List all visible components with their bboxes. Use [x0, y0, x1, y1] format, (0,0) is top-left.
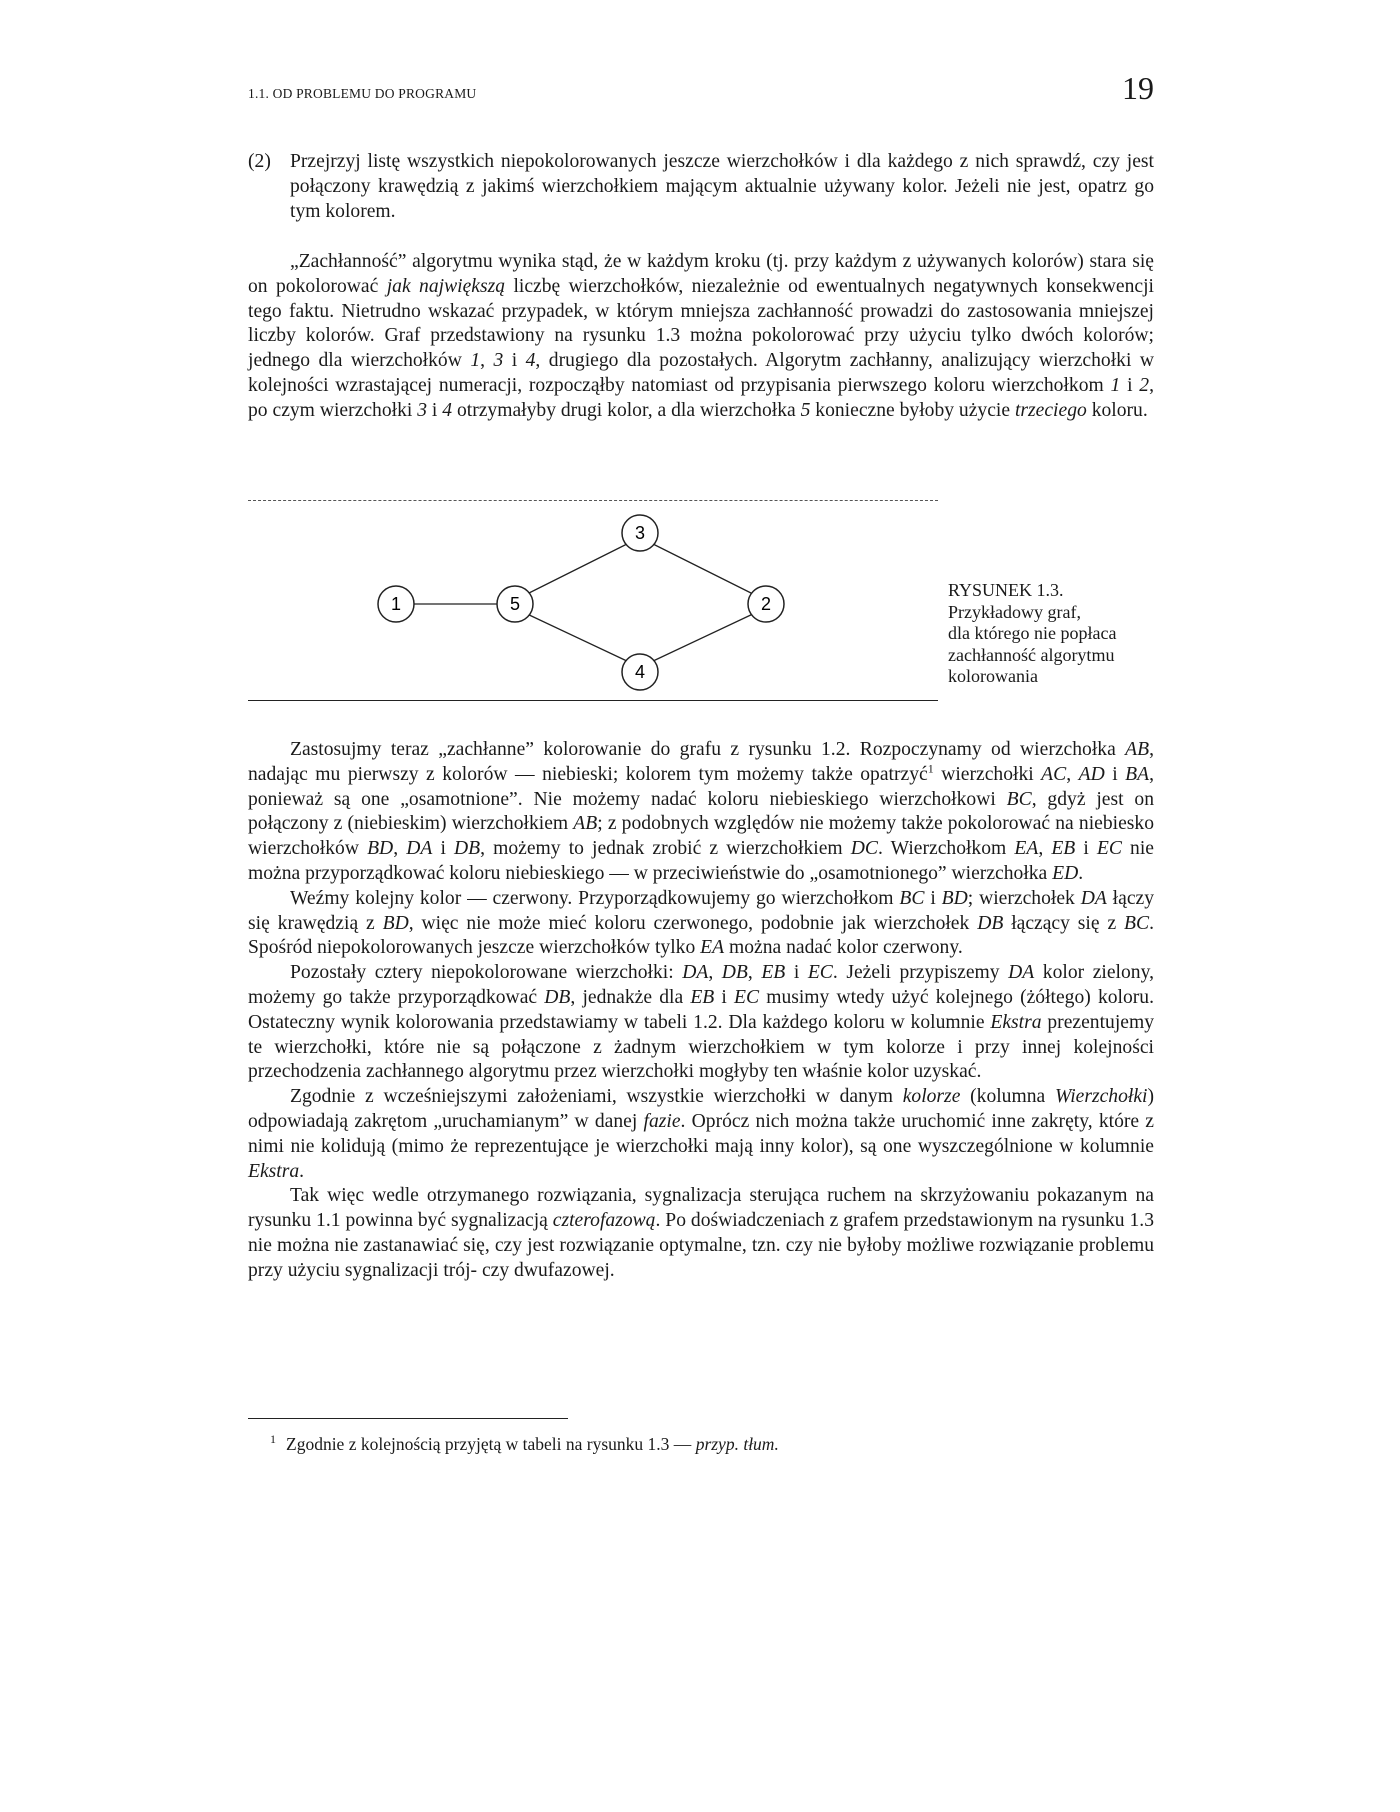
- step-2-text: Przejrzyj listę wszystkich niepokolorowanych jeszcze wierzchołków i dla każdego z nich sprawdź, czy jest połączony krawędzią z jakimś wierzchołkiem mającym aktualnie używany kolor. Jeżeli nie jest, opatrz go tym kolorem.: [290, 151, 1154, 222]
- footnote: [248, 1428, 779, 1455]
- caption-line: zachłanność algorytmu: [948, 644, 1115, 665]
- svg-text:1: 1: [390, 594, 402, 614]
- step-2-block: [248, 150, 1154, 224]
- node-5: [497, 586, 533, 622]
- edge-4-2: [651, 613, 755, 662]
- footnote-rule: [248, 1418, 568, 1419]
- paragraph-4: Pozostały cztery niepokolorowane wierzchołki: DA, DB, EB i EC. Jeżeli przypiszemy DA kolor zielony, możemy go także przyporządkować DB, jednakże dla EB i EC musimy wtedy użyć kolejnego (żółtego) koloru. Ostateczny wynik kolorowania przedstawiamy w tabeli 1.2. Dla każdego koloru w kolumnie Ekstra prezentujemy te wierzchołki, które nie są połączone z żadnym wierzchołkiem w tym kolorze i przy innej kolejności przechodzenia zachłannego algorytmu przez wierzchołki mogłyby ten właśnie kolor uzyskać.: [248, 962, 1155, 1083]
- node-2: [748, 586, 784, 622]
- caption-line: dla którego nie popłaca: [948, 623, 1117, 644]
- svg-text:2: 2: [760, 594, 772, 614]
- svg-text:5: 5: [509, 594, 521, 614]
- node-4: [622, 654, 658, 690]
- figure-top-rule: [248, 500, 938, 501]
- svg-text:3: 3: [634, 523, 646, 543]
- step-2-number: (2): [248, 151, 271, 172]
- figure-caption: [948, 580, 1116, 688]
- edge-5-3: [525, 543, 629, 595]
- paragraph-3: Weźmy kolejny kolor — czerwony. Przyporządkowujemy go wierzchołkom BC i BD; wierzchołek DA łączy się krawędzią z BD, więc nie może mieć koloru czerwonego, podobnie jak wierzchołek DB łączący się z BC. Spośród niepokolorowanych jeszcze wierzchołków tylko EA można nadać kolor czerwony.: [248, 887, 1155, 959]
- svg-text:4: 4: [634, 662, 646, 682]
- footnote-text: Zgodnie z kolejnością przyjętą w tabeli na rysunku 1.3 —: [286, 1433, 696, 1454]
- footnote-note: przyp. tłum.: [695, 1433, 779, 1454]
- graph-figure: [370, 508, 810, 698]
- paragraph-1: „Zachłanność” algorytmu wynika stąd, że w każdym kroku (tj. przy każdym z używanych kolorów) stara się on pokolorować jak największą liczbę wierzchołków, niezależnie od ewentualnych negatywnych konsekwencji tego faktu. Nietrudno wskazać przypadek, w którym mniejsza zachłanność prowadzi do zastosowania mniejszej liczby kolorów. Graf przedstawiony na rysunku 1.3 można pokolorować przy użyciu tylko dwóch kolorów; jednego dla wierzchołków 1, 3 i 4, drugiego dla pozostałych. Algorytm zachłanny, analizujący wierzchołki w kolejności wzrastającej numeracji, rozpocząłby natomiast od przypisania pierwszego koloru wierzchołkom 1 i 2, po czym wierzchołki 3 i 4 otrzymałyby drugi kolor, a dla wierzchołka 5 konieczne byłoby użycie trzeciego koloru.: [248, 251, 1155, 421]
- node-3: [622, 515, 658, 551]
- figure-bottom-rule: [248, 700, 938, 701]
- paragraph-6: Tak więc wedle otrzymanego rozwiązania, sygnalizacja sterująca ruchem na skrzyżowaniu pokazanym na rysunku 1.1 powinna być sygnalizacją czterofazową. Po doświadczeniach z grafem przedstawionym na rysunku 1.3 nie można nie zastanawiać się, czy jest rozwiązanie optymalne, tzn. czy nie byłoby możliwe rozwiązanie problemu przy użyciu sygnalizacji trój- czy dwufazowej.: [248, 1185, 1154, 1281]
- paragraph-2: Zastosujmy teraz „zachłanne” kolorowanie do grafu z rysunku 1.2. Rozpoczynamy od wierzchołka AB, nadając mu pierwszy z kolorów — niebieski; kolorem tym możemy także opatrzyć$^1$ wierzchołki AC, AD i BA, ponieważ są one „osamotnione”. Nie możemy nadać koloru niebieskiego wierzchołkowi BC, gdyż jest on połączony z (niebieskim) wierzchołkiem AB; z podobnych względów nie możemy także pokolorować na niebiesko wierzchołków BD, DA i DB, możemy to jednak zrobić z wierzchołkiem DC. Wierzchołkom EA, EB i EC nie można przyporządkować koloru niebieskiego — w przeciwieństwie do „osamotnionego” wierzchołka ED.: [248, 739, 1155, 884]
- footnote-ref[interactable]: 1: [927, 761, 934, 776]
- step-2-item: [248, 150, 1154, 224]
- node-1: [378, 586, 414, 622]
- paragraph-greediness: [248, 250, 1154, 424]
- footnote-mark: 1: [270, 1432, 276, 1446]
- caption-label: RYSUNEK 1.3.: [948, 580, 1064, 600]
- caption-line: Przykładowy graf,: [948, 601, 1081, 622]
- page-number: 19: [1122, 70, 1154, 106]
- edge-5-4: [525, 613, 629, 662]
- running-header: 1.1. OD PROBLEMU DO PROGRAMU: [248, 86, 477, 101]
- paragraph-5: Zgodnie z wcześniejszymi założeniami, wszystkie wierzchołki w danym kolorze (kolumna Wierzchołki) odpowiadają zakrętom „uruchamianym” w danej fazie. Oprócz nich można także uruchomić inne zakręty, które z nimi nie kolidują (mimo że reprezentujące je wierzchołki mają inny kolor), są one wyszczególnione w kolumnie Ekstra.: [248, 1086, 1154, 1182]
- body-text: [248, 738, 1154, 1284]
- caption-line: kolorowania: [948, 666, 1038, 687]
- edge-3-2: [651, 543, 755, 595]
